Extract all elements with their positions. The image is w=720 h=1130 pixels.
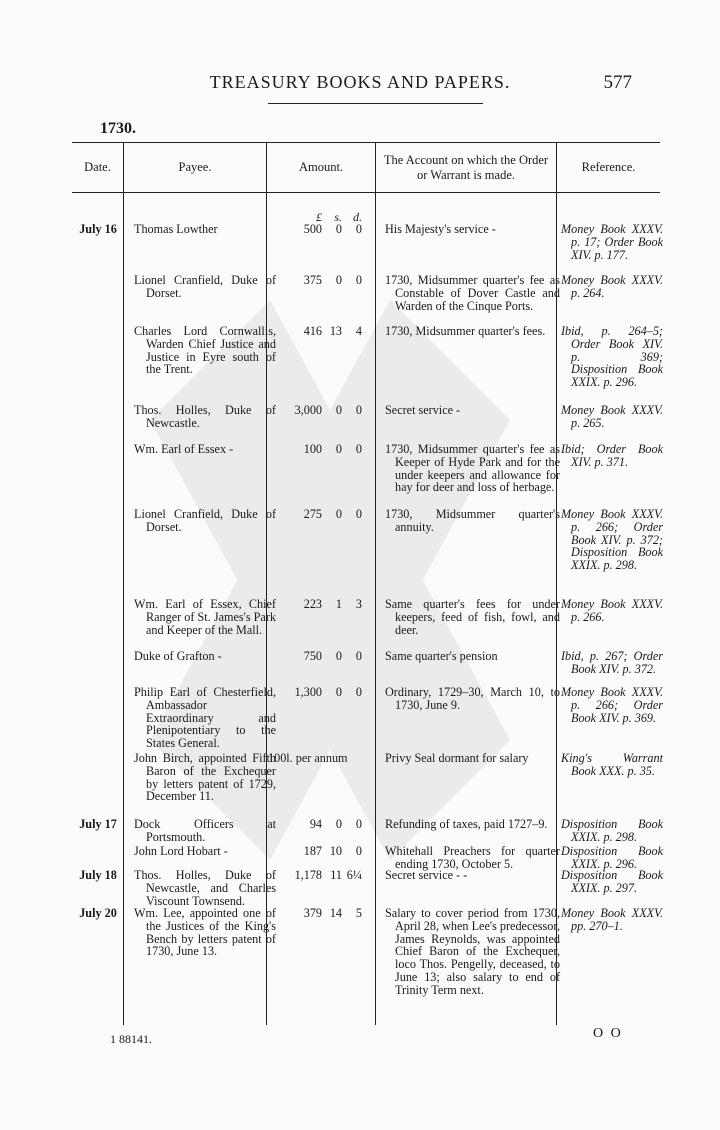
row-reference: Ibid, p. 264–5; Order Book XIV. p. 369; Disposition Book XXIX. p. 296. [561,324,663,390]
column-header-payee: Payee. [178,160,212,175]
row-reference: Ibid; Order Book XIV. p. 371. [561,442,663,469]
amount-pounds: 375 [303,273,322,287]
amount-pence: 6¼ [346,868,362,882]
row-account: 1730, Midsummer quarter's fees. [385,324,546,338]
row-account: Whitehall Preachers for quarter ending 1730, October 5. [385,844,560,871]
row-reference: Money Book XXXV. p. 266; Order Book XIV. p. 369. [561,685,663,725]
row-account: 1730, Midsummer quarter's fee as Keeper of Hyde Park and for the under keepers and allowance for hay for deer and loss of herbage. [385,442,560,495]
row-account: His Majesty's service - [385,222,496,236]
amount-shillings: 0 [335,649,342,663]
footer-mark: O O [593,1026,623,1041]
row-payee: Lionel Cranfield, Duke of Dorset. [134,273,276,300]
row-amount [268,845,372,858]
column-divider [375,143,376,1025]
column-header-account: The Account on which the Order or Warrant is made. [383,153,549,182]
row-account: Salary to cover period from 1730, April 28, when Lee's predecessor, James Reynolds, was appointed Chief Baron of the Exchequer, loco Thos. Pengelly, deceased, to June 13; also salary to end of Trinity Term next. [385,906,560,997]
row-payee: Dock Officers at Portsmouth. [134,817,276,844]
table-header-rule [72,192,660,193]
amount-pence: 0 [355,222,362,236]
column-header-reference: Reference. [581,160,636,175]
amount-pounds: 223 [303,597,322,611]
row-amount [268,650,372,663]
amount-shillings: 13 [329,324,342,338]
row-payee: Wm. Lee, appointed one of the Justices of the King's Bench by letters patent of 1730, June 13. [134,906,276,959]
row-reference: Money Book XXXV. pp. 270–1. [561,906,663,933]
amount-shillings: 0 [335,222,342,236]
row-reference: Ibid, p. 267; Order Book XIV. p. 372. [561,649,663,676]
amount-pounds: 94 [309,817,322,831]
row-payee: Charles Lord Cornwallis, Warden Chief Justice and Justice in Eyre south of the Trent. [134,324,276,377]
row-account: 1730, Midsummer quarter's annuity. [385,507,560,534]
row-account: Privy Seal dormant for salary [385,751,529,765]
amount-pence: 0 [355,685,362,699]
row-reference: Money Book XXXV. p. 265. [561,403,663,430]
row-account: Same quarter's fees for under keepers, feed of fish, fowl, and deer. [385,597,560,637]
row-amount [268,223,372,236]
amount-pounds: 1,178 [294,868,322,882]
row-payee: Thomas Lowther [134,222,218,236]
row-account: Ordinary, 1729–30, March 10, to 1730, June 9. [385,685,560,712]
row-account: Same quarter's pension [385,649,498,663]
amount-pence: 0 [355,273,362,287]
amount-pounds: 500 [303,222,322,236]
row-amount [268,274,372,287]
amount-pence: 5 [355,906,362,920]
row-reference: Money Book XXXV. p. 266. [561,597,663,624]
column-header-amount: Amount. [298,160,344,175]
amount-pence: 4 [355,324,362,338]
column-divider [123,143,124,1025]
amount-pence: 3 [355,597,362,611]
amount-pounds: 1,300 [294,685,322,699]
row-reference: Money Book XXXV. p. 266; Order Book XIV. p. 372; Disposition Book XXIX. p. 298. [561,507,663,573]
row-amount [268,508,372,521]
row-amount [268,907,372,920]
year-heading: 1730. [100,120,136,137]
footer-signature: 1 88141. [110,1032,152,1046]
row-amount [268,404,372,417]
row-amount [268,818,372,831]
amount-shillings: 0 [335,273,342,287]
amount-pounds: 416 [303,324,322,338]
column-header-date: Date. [84,160,111,175]
amount-pence: 0 [355,442,362,456]
row-payee: Thos. Holles, Duke of Newcastle. [134,403,276,430]
amount-shillings: 10 [329,844,342,858]
page-header-title: TREASURY BOOKS AND PAPERS. [209,72,511,92]
row-account: Secret service - - [385,868,468,882]
row-amount [268,325,372,338]
row-date: July 20 [79,906,117,920]
amount-shillings: 1 [335,597,342,611]
amount-pence: 0 [355,844,362,858]
row-payee: Philip Earl of Chesterfield, Ambassador Extraordinary and Plenipotentiary to the States General. [134,685,276,751]
amount-pence: 0 [355,507,362,521]
row-amount [268,443,372,456]
amount-pence: 0 [355,817,362,831]
amount-pence: 0 [355,649,362,663]
pence-unit: d. [353,210,362,224]
row-amount [268,598,372,611]
row-payee: Thos. Holles, Duke of Newcastle, and Charles Viscount Townsend. [134,868,276,908]
row-reference: Disposition Book XXIX. p. 298. [561,817,663,844]
row-account: Secret service - [385,403,461,417]
row-reference: King's Warrant Book XXX. p. 35. [561,751,663,778]
amount-shillings: 0 [335,442,342,456]
page-number: 577 [603,72,632,93]
row-reference: Money Book XXXV. p. 264. [561,273,663,300]
amount-shillings: 14 [329,906,342,920]
row-reference: Disposition Book XXIX. p. 296. [561,844,663,871]
amount-pounds: 3,000 [294,403,322,417]
row-payee: John Birch, appointed Fifth Baron of the Exchequer by letters patent of 1729, December 11. [134,751,276,804]
row-date: July 18 [79,868,117,882]
amount-pence: 0 [355,403,362,417]
row-reference: Money Book XXXV. p. 17; Order Book XIV. p. 177. [561,222,663,262]
row-payee: Wm. Earl of Essex, Chief Ranger of St. James's Park and Keeper of the Mall. [134,597,276,637]
row-amount [268,686,372,699]
amount-shillings: 11 [330,868,342,882]
row-account: 1730, Midsummer quarter's fee as Constable of Dover Castle and Warden of the Cinque Ports. [385,273,560,313]
shillings-unit: s. [334,210,342,224]
amount-pounds: 750 [303,649,322,663]
amount-shillings: 0 [335,403,342,417]
amount-pounds: 187 [303,844,322,858]
row-date: July 17 [79,817,117,831]
pounds-unit: £ [316,210,322,224]
row-reference: Disposition Book XXIX. p. 297. [561,868,663,895]
row-account: Refunding of taxes, paid 1727–9. [385,817,548,831]
amount-shillings: 0 [335,507,342,521]
header-divider [268,103,483,104]
amount-shillings: 0 [335,685,342,699]
row-date: July 16 [79,222,117,236]
amount-pounds: 379 [303,906,322,920]
row-payee: Wm. Earl of Essex - [134,442,234,456]
amount-pounds: 275 [303,507,322,521]
amount-shillings: 0 [335,817,342,831]
row-payee: Lionel Cranfield, Duke of Dorset. [134,507,276,534]
row-payee: Duke of Grafton - [134,649,222,663]
row-amount-text: 100l. per annum [268,751,348,765]
row-amount [268,869,372,882]
row-payee: John Lord Hobart - [134,844,228,858]
amount-pounds: 100 [303,442,322,456]
